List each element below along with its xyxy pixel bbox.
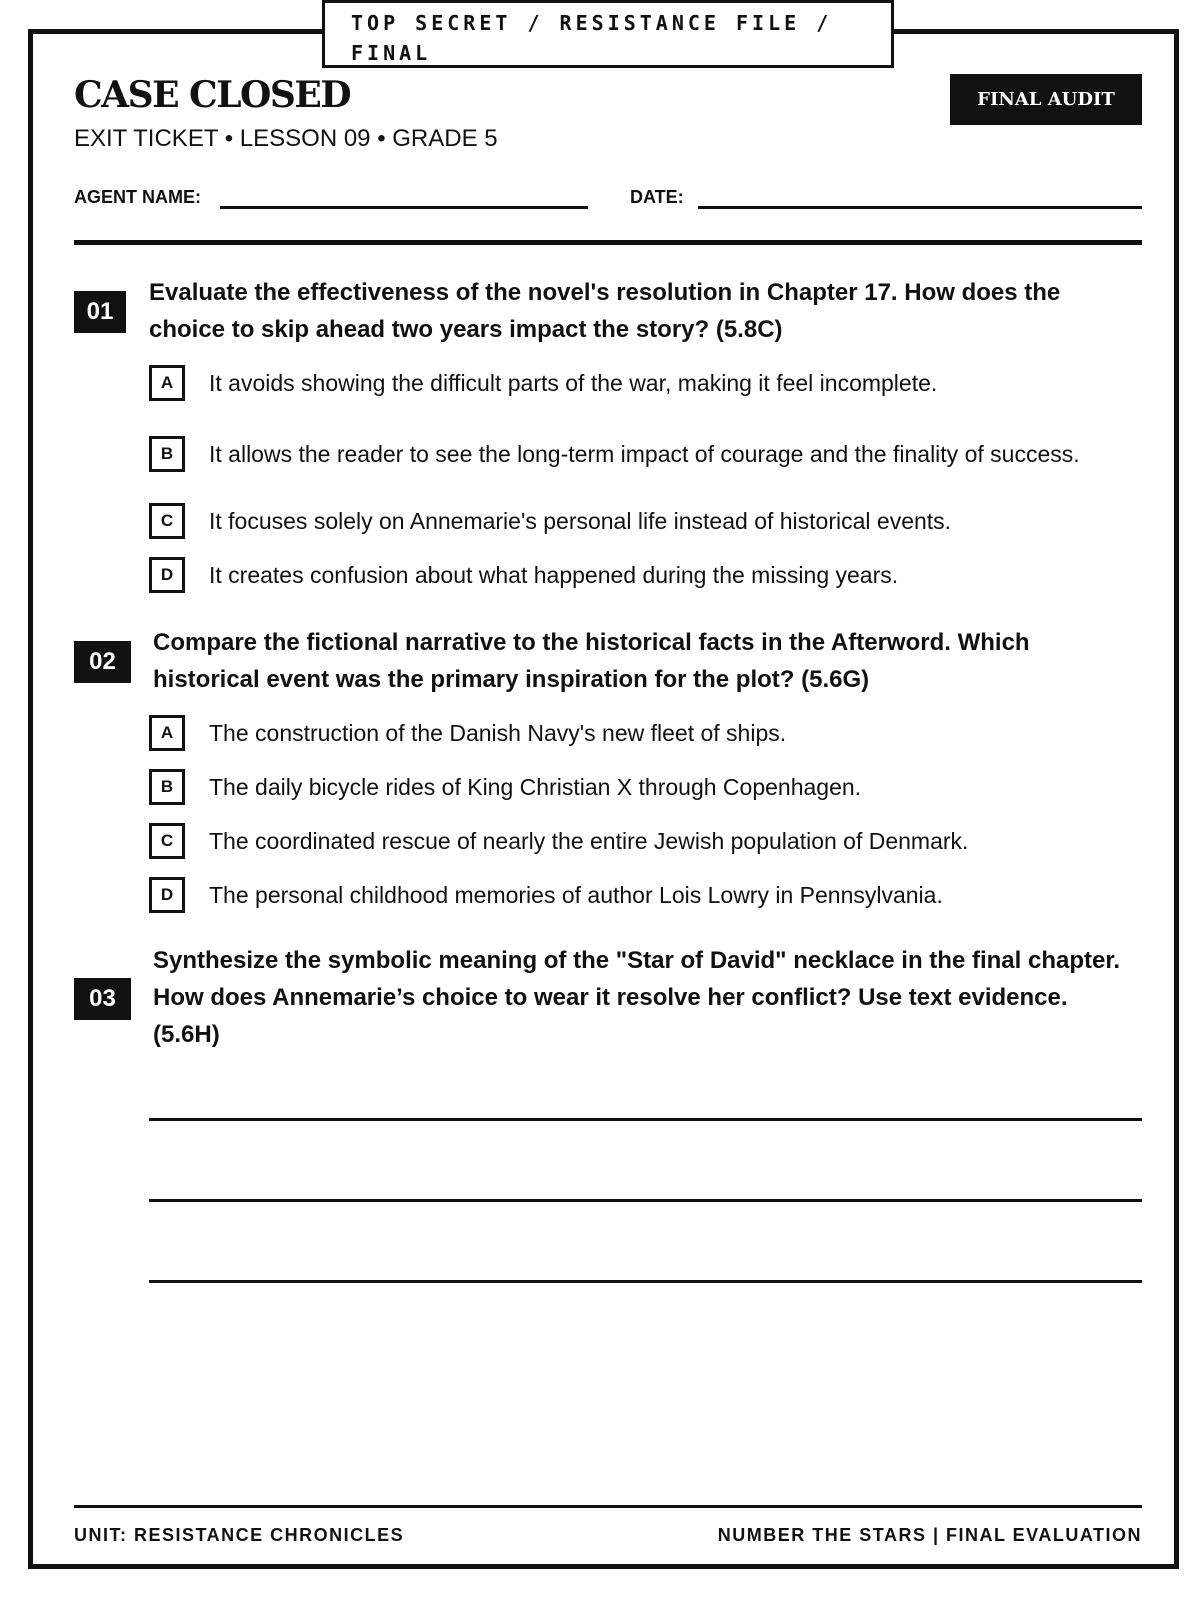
final-audit-badge: FINAL AUDIT — [950, 74, 1142, 125]
option-text: It allows the reader to see the long-term impact of courage and the finality of success. — [209, 441, 1080, 467]
classification-banner: TOP SECRET / RESISTANCE FILE / FINAL — [322, 0, 894, 68]
option-letter-box[interactable]: B — [149, 436, 185, 472]
answer-option[interactable] — [149, 769, 1144, 805]
question-text: Compare the fictional narrative to the historical facts in the Afterword. Which historical event was the primary inspiration for the plot? (5.6G) — [153, 629, 1030, 693]
option-letter-box[interactable]: A — [149, 365, 185, 401]
question-number-badge: 01 — [74, 291, 126, 333]
date-field[interactable] — [698, 206, 1142, 209]
option-text: It creates confusion about what happened during the missing years. — [209, 562, 899, 588]
answer-line[interactable] — [149, 1280, 1142, 1283]
option-letter-box[interactable]: A — [149, 715, 185, 751]
answer-option[interactable] — [149, 503, 1144, 539]
agent-name-field[interactable] — [220, 206, 588, 209]
agent-name-label: AGENT NAME: — [74, 187, 201, 207]
option-letter-box[interactable]: D — [149, 557, 185, 593]
option-text: The coordinated rescue of nearly the entire Jewish population of Denmark. — [209, 828, 969, 854]
question-text: Evaluate the effectiveness of the novel's resolution in Chapter 17. How does the choice to skip ahead two years impact the story? (5.8C) — [149, 279, 1061, 343]
header-divider — [74, 240, 1142, 245]
answer-option[interactable] — [149, 715, 1144, 751]
footer-title: NUMBER THE STARS | FINAL EVALUATION — [717, 1525, 1142, 1545]
option-text: The daily bicycle rides of King Christian X through Copenhagen. — [209, 774, 862, 800]
date-label: DATE: — [630, 187, 684, 207]
answer-option[interactable] — [149, 365, 1144, 401]
page-title: CASE CLOSED — [74, 74, 351, 116]
answer-line[interactable] — [149, 1118, 1142, 1121]
page-subtitle: EXIT TICKET • LESSON 09 • GRADE 5 — [74, 125, 498, 152]
answer-option[interactable] — [149, 823, 1144, 859]
option-letter-box[interactable]: B — [149, 769, 185, 805]
option-text: The construction of the Danish Navy's new fleet of ships. — [209, 720, 787, 746]
answer-line[interactable] — [149, 1199, 1142, 1202]
option-letter-box[interactable]: C — [149, 823, 185, 859]
footer-unit: UNIT: RESISTANCE CHRONICLES — [74, 1525, 405, 1545]
answer-option[interactable] — [149, 877, 1144, 913]
option-text: It focuses solely on Annemarie's personal life instead of historical events. — [209, 508, 952, 534]
option-letter-box[interactable]: C — [149, 503, 185, 539]
footer-divider — [74, 1505, 1142, 1508]
option-text: The personal childhood memories of author Lois Lowry in Pennsylvania. — [209, 882, 943, 908]
answer-option[interactable] — [149, 557, 1144, 593]
question-text: Synthesize the symbolic meaning of the "Star of David" necklace in the final chapter. How does Annemarie’s choice to wear it resolve her conflict? Use text evidence. (5.6H) — [153, 947, 1121, 1048]
question-number-badge: 02 — [74, 641, 131, 683]
option-letter-box[interactable]: D — [149, 877, 185, 913]
answer-option[interactable] — [149, 420, 1144, 488]
question-number-badge: 03 — [74, 978, 131, 1020]
option-text: It avoids showing the difficult parts of the war, making it feel incomplete. — [209, 370, 938, 396]
